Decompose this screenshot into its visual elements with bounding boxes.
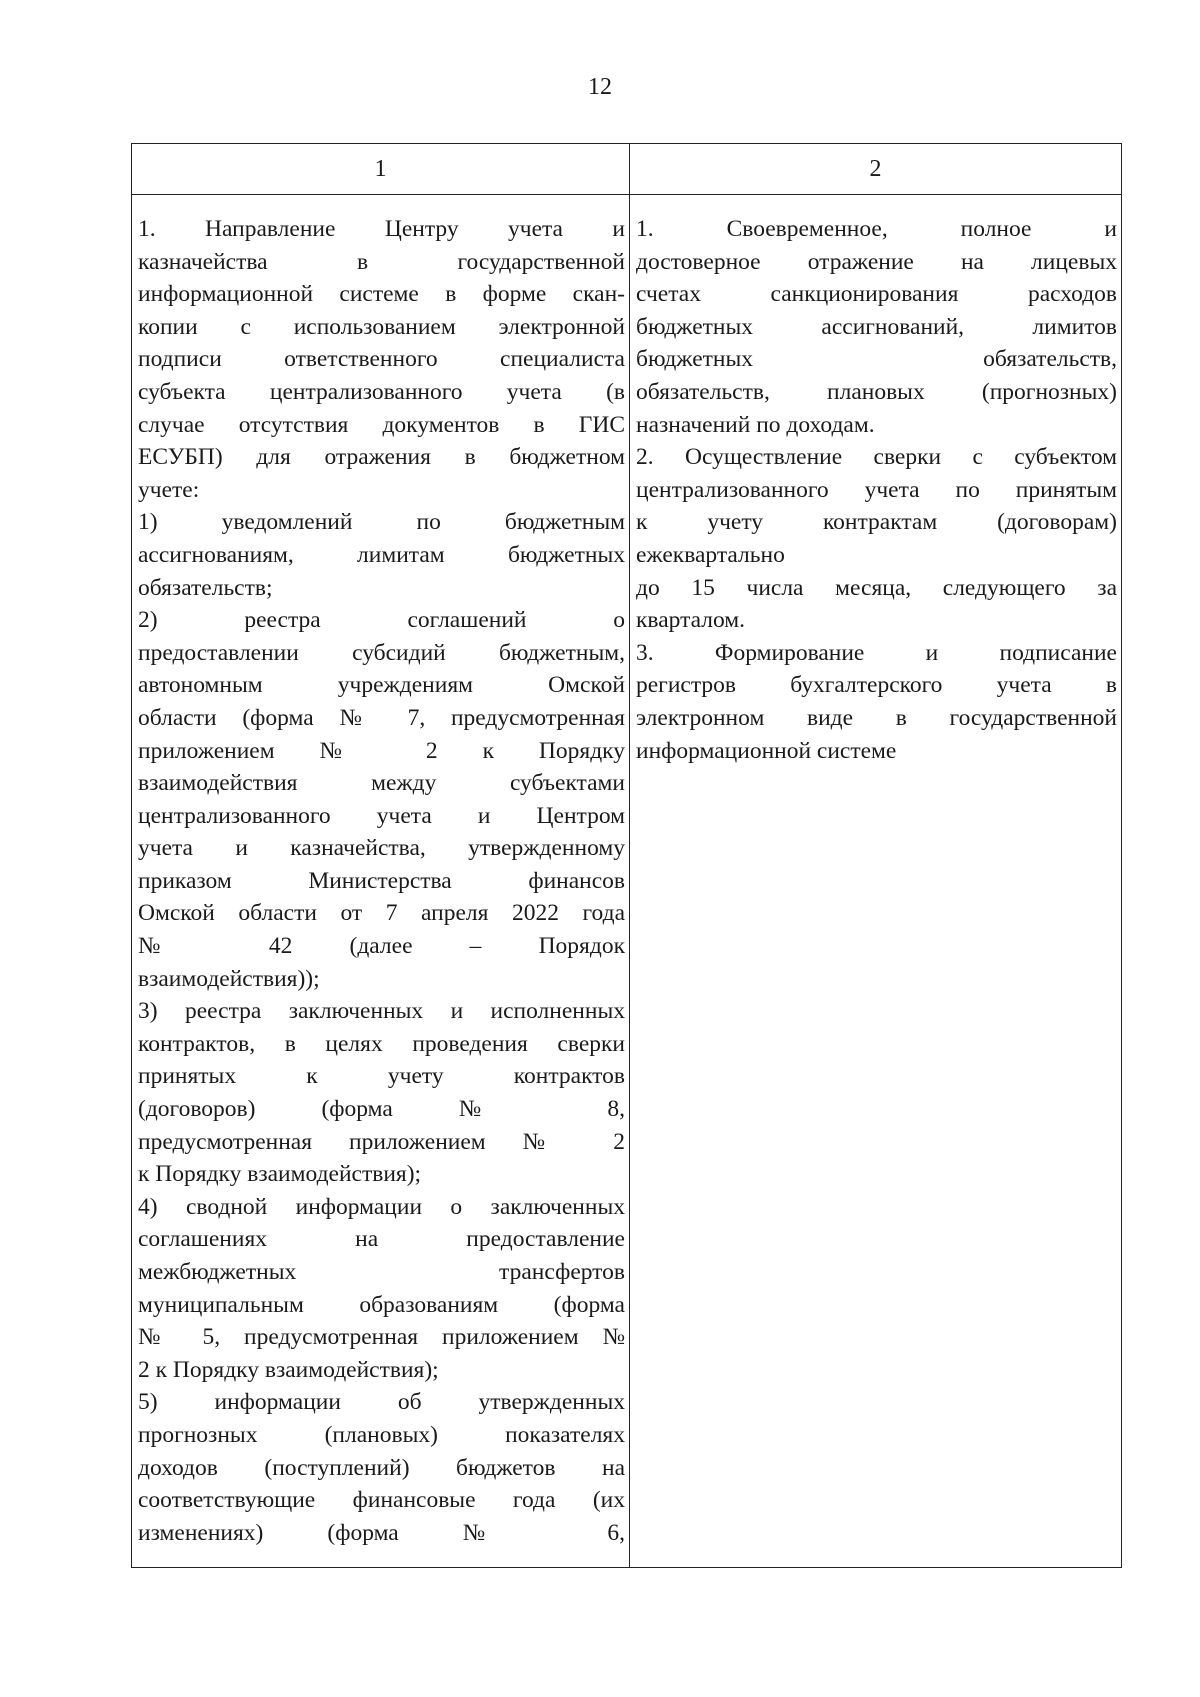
text-line: к Порядку взаимодействия);: [138, 1161, 422, 1188]
text-line: доходов (поступлений) бюджетов на: [138, 1454, 625, 1481]
column-2-cell: [630, 195, 1122, 1568]
text-line: № 5, предусмотренная приложением №: [138, 1324, 625, 1351]
text-line: изменениях) (форма № 6,: [138, 1519, 625, 1546]
text-line: 3) реестра заключенных и исполненных: [138, 998, 625, 1025]
text-line: обязательств, плановых (прогнозных): [636, 378, 1117, 405]
text-line: 2 к Порядку взаимодействия);: [138, 1356, 439, 1383]
column-1-text: [138, 213, 625, 1549]
text-line: автономным учреждениям Омской: [138, 672, 625, 699]
text-line: (договоров) (форма № 8,: [138, 1096, 625, 1123]
text-line: прогнозных (плановых) показателях: [138, 1421, 625, 1448]
text-line: 1. Своевременное, полное и: [636, 216, 1117, 242]
text-line: счетах санкционирования расходов: [636, 281, 1117, 308]
text-line: кварталом.: [636, 607, 746, 634]
text-line: 5) информации об утвержденных: [138, 1389, 625, 1416]
text-line: принятых к учету контрактов: [138, 1063, 625, 1090]
text-line: контрактов, в целях проведения сверки: [138, 1030, 625, 1057]
text-line: взаимодействия между субъектами: [138, 770, 625, 797]
text-line: электронном виде в государственной: [636, 704, 1117, 731]
text-line: предусмотренная приложением № 2: [138, 1128, 625, 1155]
text-line: копии с использованием электронной: [138, 313, 625, 340]
text-line: регистров бухгалтерского учета в: [636, 672, 1117, 699]
text-line: случае отсутствия документов в ГИС: [138, 411, 625, 438]
text-line: области (форма № 7, предусмотренная: [138, 704, 625, 731]
column-2-text: [636, 213, 1117, 767]
text-line: учета и казначейства, утвержденному: [138, 835, 625, 862]
text-line: бюджетных ассигнований, лимитов: [636, 313, 1117, 340]
text-line: назначений по доходам.: [636, 411, 875, 438]
text-line: централизованного учета по принятым: [636, 476, 1117, 503]
text-line: № 42 (далее – Порядок: [138, 933, 625, 960]
text-line: соглашениях на предоставление: [138, 1226, 625, 1253]
text-line: межбюджетных трансфертов: [138, 1259, 625, 1285]
column-header-2: 2: [630, 144, 1122, 195]
text-line: к учету контрактам (договорам): [636, 509, 1117, 536]
text-line: приложением № 2 к Порядку: [138, 737, 625, 764]
column-header-1: 1: [132, 144, 630, 195]
text-line: учете:: [138, 476, 200, 503]
text-line: подписи ответственного специалиста: [138, 346, 625, 373]
text-line: 1. Направление Центру учета и: [138, 216, 625, 242]
text-line: 4) сводной информации о заключенных: [138, 1193, 625, 1220]
table-body-row: [132, 195, 1122, 1568]
text-line: 2. Осуществление сверки с субъектом: [636, 444, 1117, 471]
text-line: 3. Формирование и подписание: [636, 639, 1117, 666]
text-line: централизованного учета и Центром: [138, 802, 625, 829]
text-line: до 15 числа месяца, следующего за: [636, 574, 1117, 601]
text-line: 1) уведомлений по бюджетным: [138, 509, 625, 536]
text-line: муниципальным образованиям (форма: [138, 1291, 625, 1318]
text-line: обязательств;: [138, 574, 273, 601]
text-line: Омской области от 7 апреля 2022 года: [138, 900, 625, 927]
page-number: 12: [588, 74, 612, 100]
text-line: ежеквартально: [636, 541, 785, 568]
document-table: [131, 143, 1122, 1568]
text-line: взаимодействия));: [138, 965, 320, 992]
text-line: ЕСУБП) для отражения в бюджетном: [138, 444, 625, 471]
text-line: приказом Министерства финансов: [138, 867, 625, 894]
text-line: достоверное отражение на лицевых: [636, 248, 1117, 275]
text-line: субъекта централизованного учета (в: [138, 378, 625, 405]
text-line: бюджетных обязательств,: [636, 346, 1117, 373]
text-line: соответствующие финансовые года (их: [138, 1487, 625, 1514]
text-line: 2) реестра соглашений о: [138, 607, 625, 634]
table-header-row: [132, 144, 1122, 195]
text-line: казначейства в государственной: [138, 248, 625, 275]
column-1-cell: [132, 195, 630, 1568]
text-line: информационной системе в форме скан-: [138, 281, 625, 308]
text-line: информационной системе: [636, 737, 897, 764]
text-line: ассигнованиям, лимитам бюджетных: [138, 541, 625, 568]
text-line: предоставлении субсидий бюджетным,: [138, 639, 625, 666]
